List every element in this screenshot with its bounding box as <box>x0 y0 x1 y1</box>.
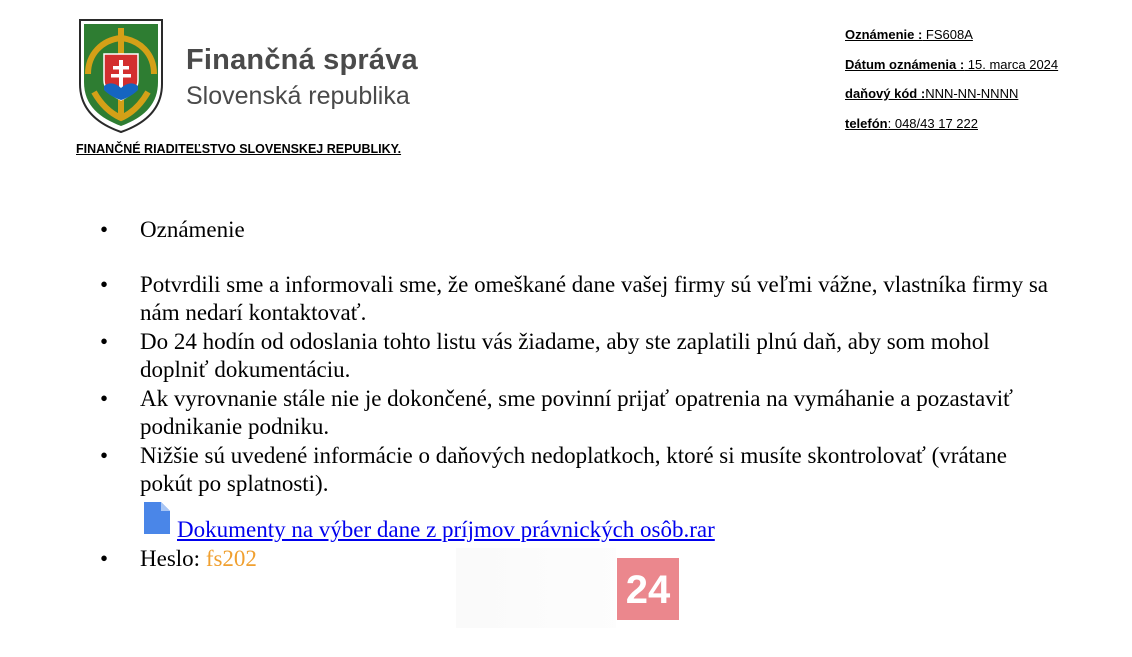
financna-sprava-emblem-icon <box>74 14 168 134</box>
phone-row <box>845 115 1058 145</box>
bullet: • <box>100 546 109 571</box>
notice-id-label: Oznámenie : <box>845 27 923 42</box>
bullet: • <box>100 328 109 354</box>
notice-date-row <box>845 56 1058 86</box>
notice-date-value: 15. marca 2024 <box>964 56 1059 72</box>
notice-heading: Oznámenie <box>140 217 245 242</box>
file-icon[interactable] <box>144 502 170 534</box>
attachment-download-link[interactable]: Dokumenty na výber dane z príjmov právnických osôb.rar <box>177 517 715 542</box>
tax-code-value: NNN-NN-NNNN <box>925 86 1019 101</box>
bullet: • <box>100 442 109 468</box>
notice-id-row <box>845 26 1058 56</box>
list-item-heading <box>100 216 1060 245</box>
password-value: fs202 <box>205 546 257 571</box>
list-item-text: Potvrdili sme a informovali sme, že omeškané dane vašej firmy sú veľmi vážne, vlastníka firmy sa nám nedarí kontaktovať. <box>140 271 1049 325</box>
brand-subtitle: Slovenská republika <box>186 82 410 110</box>
list-item <box>100 385 1060 442</box>
list-item <box>100 328 1060 385</box>
notice-date-label: Dátum oznámenia : <box>845 56 965 72</box>
tax-code-row <box>845 85 1058 115</box>
bullet: • <box>100 217 109 242</box>
bullet: • <box>100 385 109 411</box>
list-item-text: Nižšie sú uvedené informácie o daňových nedoplatkoch, ktoré si musíte skontrolovať (vrátane pokút po splatnosti). <box>140 442 1007 496</box>
organization-name: FINANČNÉ RIADITEĽSTVO SLOVENSKEJ REPUBLIKY. <box>76 142 402 156</box>
brand-title: Finančná správa <box>186 44 418 76</box>
list-item-text: Ak vyrovnanie stále nie je dokončené, sme povinní prijať opatrenia na vymáhanie a pozastaviť podnikanie podniku. <box>140 385 1013 439</box>
watermark-text: 24 <box>625 568 671 612</box>
phone-label: telefón <box>845 115 888 131</box>
list-item-text: Do 24 hodín od odoslania tohto listu vás žiadame, aby ste zaplatili plnú daň, aby som mohol doplniť dokumentáciu. <box>140 328 990 382</box>
notice-id-value: FS608A <box>922 27 973 42</box>
watermark-logo <box>617 558 679 620</box>
watermark-ghost <box>456 548 616 628</box>
notice-meta <box>845 26 1058 144</box>
notice-body-list <box>100 216 1060 499</box>
list-item <box>100 271 1060 328</box>
password-label: Heslo: <box>140 546 206 571</box>
phone-value: : 048/43 17 222 <box>887 115 978 131</box>
bullet: • <box>100 271 109 297</box>
list-item <box>100 442 1060 499</box>
tax-code-label: daňový kód : <box>845 86 926 101</box>
